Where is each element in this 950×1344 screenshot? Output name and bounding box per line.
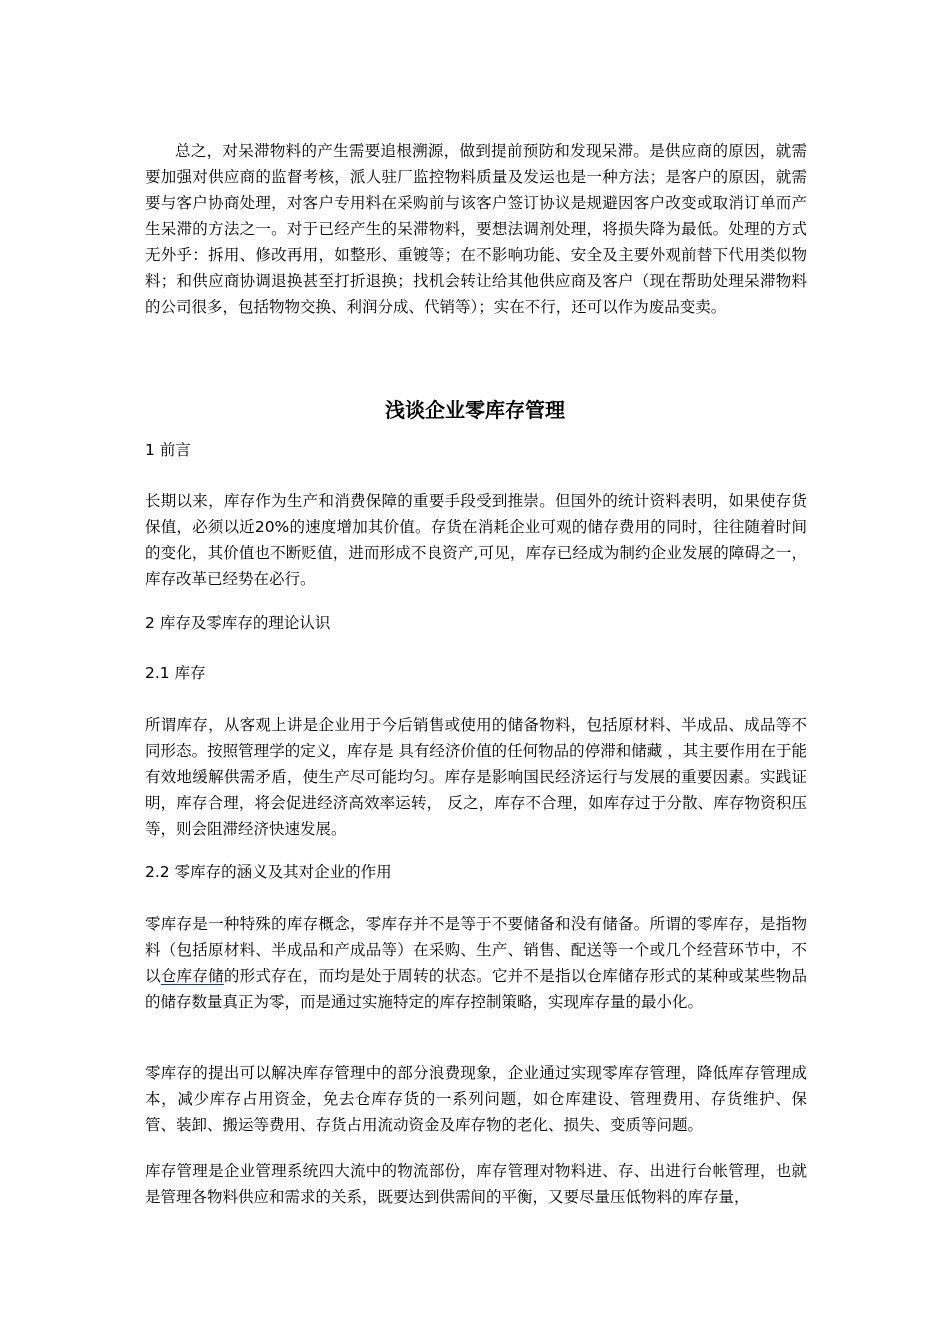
section-number: 2.2 xyxy=(145,863,170,881)
text-run: 可见，库存已经成为制约企业发展的障碍之一，库存改革已经势在必行。 xyxy=(145,544,807,588)
section-title: 零库存的涵义及其对企业的作用 xyxy=(174,863,392,881)
section-title: 前言 xyxy=(159,441,191,459)
section-heading-2-2 xyxy=(145,859,392,885)
section-heading-2-1 xyxy=(145,660,206,686)
text-run: 的形式存在，而均是处于周转的状态。它并不是指以仓库储存形式的某种或某些物品的储存数量真正为零，而是通过实施特定的库存控制策略，实现库存量的最小化。 xyxy=(145,967,807,1011)
percent-value: 20% xyxy=(254,518,290,536)
section-number: 1 xyxy=(145,441,155,459)
text-run: 的速度增加其价值。存货在消耗企业可观的储存费用的同时，往往随着时间的变化，其价值也不断贬值，进而形成不良资产 xyxy=(145,518,807,562)
inventory-paragraph: 所谓库存，从客观上讲是企业用于今后销售或使用的储备物料，包括原材料、半成品、成品等不同形态。按照管理学的定义，库存是 具有经济价值的任何物品的停滞和储藏 ，其主要作用在于能有效地缓解供需矛盾，使生产尽可能均匀。库存是影响国民经济运行与发展的重要因素。实践证明，库存合理，将会促进经济高效率运转， 反之，库存不合理，如库存过于分散、库存物资积压等，则会阻滞经济快速发展。 xyxy=(145,716,807,838)
inventory-management-paragraph: 库存管理是企业管理系统四大流中的物流部份，库存管理对物料进、存、出进行台帐管理，也就是管理各物料供应和需求的关系，既要达到供需间的平衡，又要尽量压低物料的库存量， xyxy=(145,1162,807,1206)
section-heading-2 xyxy=(145,610,330,636)
section-title: 库存及零库存的理论认识 xyxy=(159,614,331,632)
section-heading-1 xyxy=(145,437,191,463)
article-title: 浅谈企业零库存管理 xyxy=(385,398,565,422)
preface-paragraph xyxy=(145,488,807,592)
zero-inventory-paragraph xyxy=(145,911,807,1015)
section-number: 2.1 xyxy=(145,664,170,682)
warehouse-storage-link[interactable]: 仓库存储 xyxy=(160,967,224,985)
text-run: 零库存是一种特殊的库存概念，零库存并不是等于不要储备和没有储备。所谓的零库存，是指物料（包括原材料、半成品和产成品等）在采购、生产、销售、配送等一个或几个经营环节中，不以 xyxy=(145,915,807,985)
zero-inventory-benefits-paragraph: 零库存的提出可以解决库存管理中的部分浪费现象，企业通过实现零库存管理，降低库存管理成本，减少库存占用资金，免去仓库存货的一系列问题，如仓库建设、管理费用、存货维护、保管、装卸、搬运等费用、存货占用流动资金及库存物的老化、损失、变质等问题。 xyxy=(145,1064,807,1134)
intro-paragraph: 总之，对呆滞物料的产生需要追根溯源，做到提前预防和发现呆滞。是供应商的原因，就需要加强对供应商的监督考核，派人驻厂监控物料质量及发运也是一种方法；是客户的原因，就需要与客户协商处理，对客户专用料在采购前与该客户签订协议是规避因客户改变或取消订单而产生呆滞的方法之一。对于已经产生的呆滞物料，要想法调剂处理，将损失降为最低。处理的方式无外乎：拆用、修改再用，如整形、重镀等；在不影响功能、安全及主要外观前替下代用类似物料；和供应商协调退换甚至打折退换；找机会转让给其他供应商及客户（现在帮助处理呆滞物料的公司很多，包括物物交换、利润分成、代销等）；实在不行，还可以作为废品变卖。 xyxy=(145,142,807,316)
text-run: 长期以来，库存作为生产和消费保障的重要手段受到推崇。但国外的统计资料表明，如果使存货保值，必须以近 xyxy=(145,492,807,536)
section-title: 库存 xyxy=(174,664,206,682)
section-number: 2 xyxy=(145,614,155,632)
comma: , xyxy=(473,544,479,562)
